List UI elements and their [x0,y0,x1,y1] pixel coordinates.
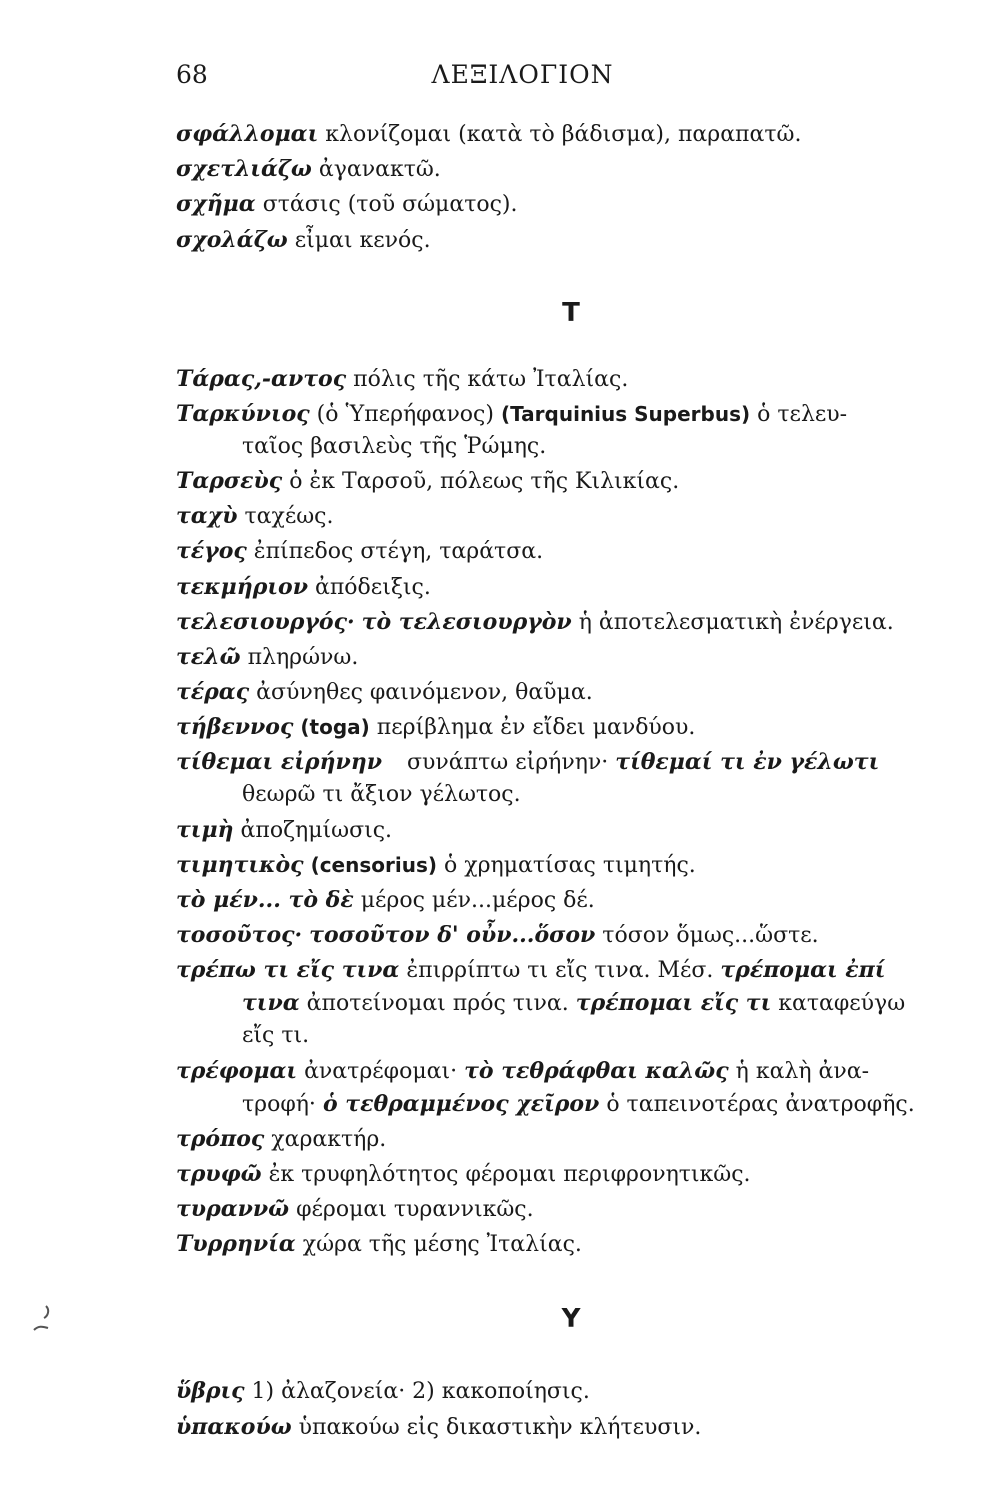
entry [176,954,966,1052]
latin-equivalent: (Tarquinius Superbus) [500,401,751,426]
definition: ἀσύνηθες φαινόμενον, θαῦμα. [256,680,593,706]
headword: σχῆμα [176,191,256,218]
running-title: ΛΕΞΙΛΟΓΙΟΝ [431,60,614,89]
definition: χώρα τῆς μέσης Ἰταλίας. [302,1232,582,1258]
entry [176,1193,966,1226]
sub-headword: τοσοῦτον δ' οὖν...ὅσον [309,922,596,949]
entry [176,224,966,257]
entry [176,1123,966,1156]
definition: ὁ ταπεινοτέρας ἀνατροφῆς. [606,1091,915,1117]
entry [176,884,966,917]
headword: ὕβρις [176,1378,245,1405]
entry [176,606,966,639]
entry [176,363,966,396]
definition: τροφή· [242,1091,316,1117]
headword: ταχὺ [176,503,238,530]
headword: τιμὴ [176,816,234,843]
definition: μέρος μέν...μέρος δέ. [360,888,595,913]
entry [176,153,966,186]
section-letter-t: Τ [562,297,580,328]
definition: ὁ ἐκ Ταρσοῦ, πόλεως τῆς Κιλικίας. [289,468,680,494]
headword: σχολάζω [176,226,288,253]
entry [176,1158,966,1191]
headword: τελεσιουργός· [176,608,355,635]
definition: ὁ χρηματίσας τιμητής. [444,852,696,878]
headword: τελῶ [176,643,241,670]
sub-headword: τὸ τελεσιουργὸν [361,608,572,635]
definition-continuation: ταῖος βασιλεὺς τῆς Ῥώμης. [242,433,547,459]
definition: συνάπτω εἰρήνην· [407,750,609,776]
entry [176,1411,966,1444]
section-letter-y: Υ [561,1304,581,1335]
sub-headword: τίθεμαί τι ἐν γέλωτι [615,749,880,776]
headword: τέρας [176,679,250,706]
definition: ἀνατρέφομαι· [304,1058,458,1084]
definition: ἀγανακτῶ. [318,157,441,183]
headword: τυραννῶ [176,1196,290,1223]
sub-headword: τρέπομαι ἐπί [720,957,886,984]
entry [176,676,966,709]
latin-equivalent: (toga) [300,715,370,740]
headword: Ταρκύνιος [176,400,310,427]
headword: τήβεννος [176,714,294,741]
definition-continuation: εἴς τι. [242,1023,310,1049]
definition: πληρώνω. [247,644,359,670]
page-header [176,60,829,96]
definition: ἀπόδειξις. [314,574,431,600]
latin-equivalent: (censorius) [310,852,438,877]
sub-headword: ὁ τεθραμμένος χεῖρον [322,1090,600,1117]
definition: καταφεύγω [778,991,906,1017]
headword: τρέπω τι εἴς τινα [176,957,400,984]
definition: ταχέως. [244,504,334,530]
definition: 1) ἀλαζονεία· 2) κακοποίησις. [251,1379,590,1405]
entry [176,1375,966,1408]
headword: σχετλιάζω [176,156,312,183]
page-number: 68 [176,60,208,89]
definition: στάσις (τοῦ σώματος). [262,192,518,218]
entry [176,849,966,882]
headword: τίθεμαι εἰρήνην [176,749,383,776]
definition: ἐπίπεδος στέγη, ταράτσα. [253,539,544,565]
sub-headword: τὸ τεθράφθαι καλῶς [464,1057,729,1084]
definition: (ὁ Ὑπερήφανος) [316,401,494,427]
definition: χαρακτήρ. [271,1126,387,1152]
entry [176,919,966,952]
entry [176,465,966,498]
definition: ἐκ τρυφηλότητος φέρομαι περιφρονητικῶς. [268,1161,751,1187]
headword: Τυρρηνία [176,1231,296,1258]
entry [176,118,966,151]
definition: ὑπακούω εἰς δικαστικὴν κλήτευσιν. [298,1414,702,1440]
definition: ἀποζημίωσις. [240,817,393,843]
headword: Ταρσεὺς [176,467,283,494]
definition: περίβλημα ἐν εἴδει μανδύου. [376,715,696,741]
entry [176,814,966,847]
definition-continuation [176,987,966,1020]
definition: τόσον ὅμως...ὥστε. [602,923,819,949]
headword: σφάλλομαι [176,121,319,147]
headword: τιμητικὸς [176,851,304,878]
sub-headword: τινα [242,990,300,1017]
headword: ὑπακούω [176,1413,292,1440]
headword: τρόπος [176,1125,265,1152]
definition: φέρομαι τυραννικῶς. [296,1197,534,1223]
headword: τρυφῶ [176,1160,262,1187]
entry [176,500,966,533]
entry [176,571,966,604]
pencil-margin-mark-icon [28,1300,58,1334]
entry [176,1055,966,1121]
headword: τοσοῦτος· [176,922,303,949]
entry [176,711,966,744]
definition: ἐπιρρίπτω τι εἴς τινα. [406,958,651,984]
definition: ἀποτείνομαι πρός τινα. [306,991,569,1017]
entry [176,535,966,568]
definition: εἶμαι κενός. [294,227,431,253]
definition-continuation: θεωρῶ τι ἄξιον γέλωτος. [242,782,521,808]
definition: ἡ καλὴ ἀνα- [735,1058,870,1084]
sub-headword: τρέπομαι εἴς τι [575,990,772,1017]
entry [176,398,966,463]
entry [176,746,966,811]
headword: τρέφομαι [176,1057,298,1084]
definition: ὁ τελευ- [757,401,848,427]
entry [176,188,966,221]
definition: πόλις τῆς κάτω Ἰταλίας. [353,366,629,392]
headword: τέγος [176,538,247,565]
headword: τὸ μέν... τὸ δὲ [176,887,354,913]
abbreviation-middle-voice: Μέσ. [657,958,714,984]
headword: Τάρας,-αντος [176,365,347,392]
entry [176,1228,966,1261]
headword: τεκμήριον [176,573,308,600]
definition-continuation [176,1088,966,1121]
definition: ἡ ἀποτελεσματικὴ ἐνέργεια. [578,609,894,635]
definition: κλονίζομαι (κατὰ τὸ βάδισμα), παραπατῶ. [325,122,802,147]
glossary-entries [176,118,966,1446]
entry [176,641,966,674]
